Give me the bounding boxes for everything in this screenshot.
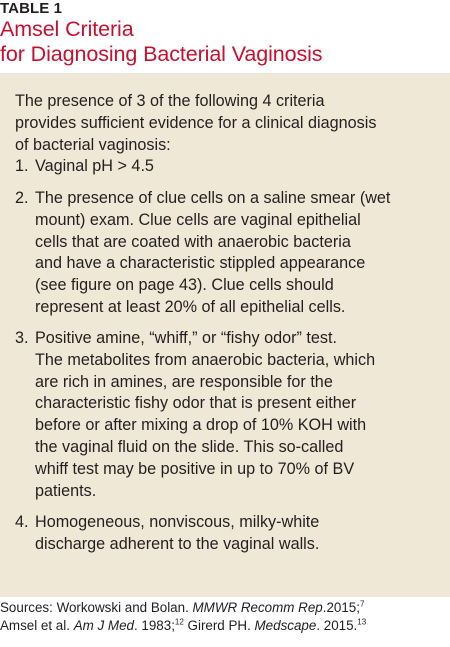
criterion-number: 2.	[15, 189, 29, 207]
criterion-line: (see figure on page 43). Clue cells should	[35, 276, 334, 295]
criterion-line: The metabolites from anaerobic bacteria, which	[35, 350, 376, 369]
sources-text: Sources: Workowski and Bolan.	[0, 600, 193, 615]
reference-number: 13	[357, 617, 367, 627]
criterion-text	[35, 328, 375, 502]
criterion-number: 4.	[15, 513, 29, 531]
title-line-2: for Diagnosing Bacterial Vaginosis	[0, 42, 323, 66]
sources-text: . 2015.	[316, 618, 358, 633]
intro-line: provides sufficient evidence for a clinical diagnosis	[15, 114, 377, 132]
criterion-line: discharge adherent to the vaginal walls.	[35, 534, 320, 553]
table-title	[0, 17, 450, 67]
criterion-text	[35, 188, 390, 319]
criterion-text	[35, 512, 319, 556]
table-label: TABLE 1	[0, 0, 63, 17]
intro-text	[15, 90, 445, 156]
criterion-number: 1.	[15, 157, 29, 175]
sources-footer	[0, 599, 450, 635]
intro-line: The presence of 3 of the following 4 criteria	[15, 92, 325, 110]
sources-text: . 1983;	[133, 618, 175, 633]
criterion-line: The presence of clue cells on a saline smear (wet	[35, 189, 391, 207]
journal-name: Am J Med	[73, 618, 134, 633]
criterion-line: the vaginal fluid on the slide. This so-called	[35, 437, 344, 456]
criterion-line: are rich in amines, are responsible for the	[35, 372, 333, 391]
sources-text: Amsel et al.	[0, 618, 74, 633]
criterion-line: before or after mixing a drop of 10% KOH with	[35, 416, 367, 435]
journal-name: MMWR Recomm Rep	[192, 600, 323, 615]
criterion-line: mount) exam. Clue cells are vaginal epithelial	[35, 210, 361, 229]
criterion-number: 3.	[15, 329, 29, 347]
criterion-line: cells that are coated with anaerobic bacteria	[35, 232, 351, 251]
sources-text: Girerd PH.	[183, 618, 255, 633]
criteria-box	[0, 73, 450, 597]
criterion-line: Homogeneous, nonviscous, milky-white	[35, 513, 320, 531]
criterion-line: and have a characteristic stippled appearance	[35, 254, 366, 273]
reference-number: 12	[174, 617, 184, 627]
criterion-text	[35, 156, 154, 178]
criterion-line: Vaginal pH > 4.5	[35, 157, 154, 175]
sources-line-1	[0, 599, 450, 617]
sources-line-2	[0, 617, 450, 635]
criterion-line: characteristic fishy odor that is present either	[35, 394, 357, 413]
intro-line: of bacterial vaginosis:	[15, 136, 171, 154]
criterion-line: whiff test may be positive in up to 70% of BV	[35, 459, 355, 478]
reference-number: 7	[359, 599, 365, 609]
criterion-line: represent at least 20% of all epithelial cells.	[35, 297, 346, 316]
title-line-1: Amsel Criteria	[0, 17, 134, 41]
criterion-line: Positive amine, “whiff,” or “fishy odor” test.	[35, 329, 337, 347]
criterion-line: patients.	[35, 481, 97, 500]
sources-text: .2015;	[322, 600, 360, 615]
journal-name: Medscape	[254, 618, 317, 633]
